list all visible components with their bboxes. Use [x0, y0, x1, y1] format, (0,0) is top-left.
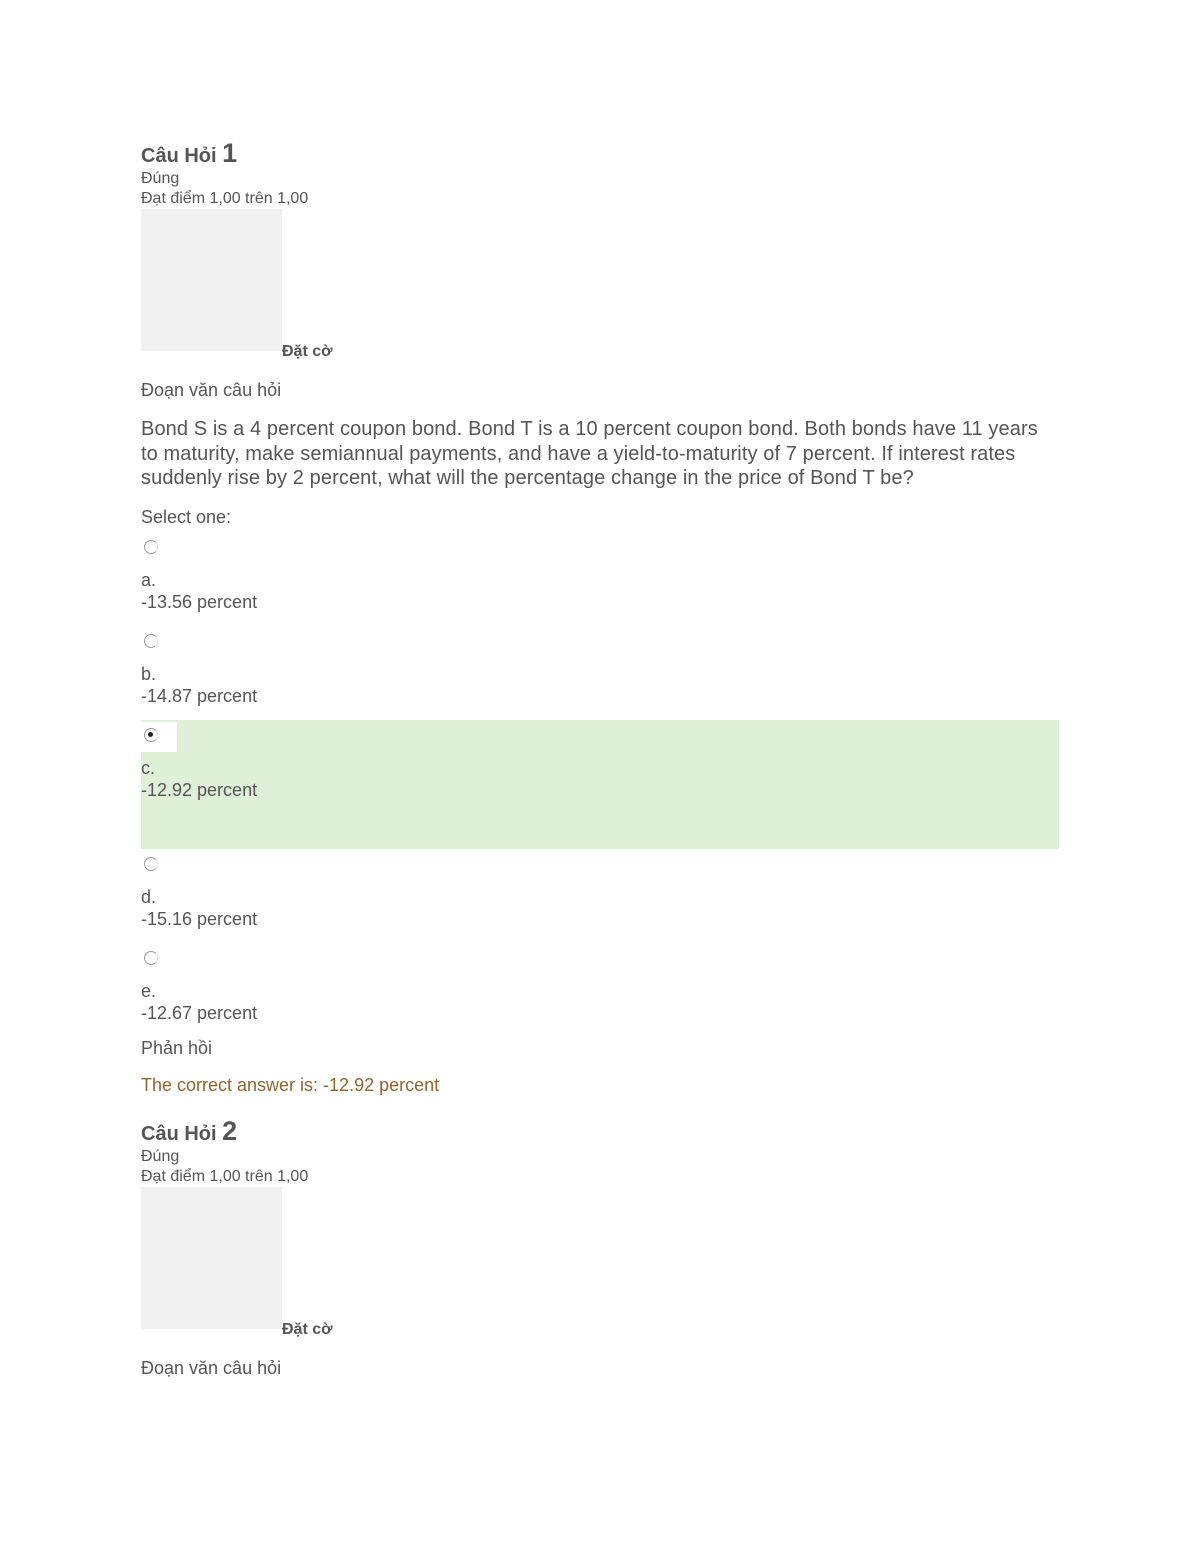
- question-text-label: Đoạn văn câu hỏi: [141, 1357, 282, 1378]
- radio-button-icon[interactable]: [144, 951, 158, 965]
- question-text-label: Đoạn văn câu hỏi: [141, 380, 282, 400]
- radio-button-icon[interactable]: [144, 857, 158, 871]
- flag-icon[interactable]: [141, 1187, 282, 1329]
- option-text: -14.87 percent: [141, 685, 258, 706]
- radio-wrapper[interactable]: [141, 851, 177, 881]
- flag-question-row[interactable]: [141, 209, 1059, 360]
- radio-wrapper[interactable]: [141, 722, 177, 752]
- option-text: -12.92 percent: [141, 779, 258, 800]
- question-1: [141, 140, 1059, 1096]
- radio-button-icon[interactable]: [144, 634, 158, 648]
- option-text: -15.16 percent: [141, 908, 258, 929]
- question-info: [141, 1115, 1059, 1338]
- radio-button-icon[interactable]: [144, 540, 158, 554]
- option-letter: c.: [141, 757, 156, 778]
- select-one-prompt: Select one:: [141, 506, 232, 527]
- radio-wrapper[interactable]: [141, 945, 177, 975]
- right-answer: The correct answer is: -12.92 percent: [141, 1074, 440, 1095]
- question-number: 1: [222, 138, 238, 168]
- question-info: [141, 138, 1059, 360]
- option-letter: a.: [141, 569, 157, 590]
- option-text: -13.56 percent: [141, 591, 258, 612]
- question-state: Đúng: [141, 170, 180, 187]
- question-title-prefix: Câu Hỏi: [141, 145, 217, 167]
- answer-option-b[interactable]: [141, 626, 1059, 720]
- flag-label[interactable]: Đặt cờ: [282, 1320, 333, 1338]
- option-letter: d.: [141, 886, 157, 907]
- quiz-review-page: [141, 140, 1059, 1379]
- question-state: Đúng: [141, 1147, 180, 1165]
- question-grade: Đạt điểm 1,00 trên 1,00: [141, 190, 309, 207]
- flag-label[interactable]: Đặt cờ: [282, 343, 333, 360]
- answer-option-a[interactable]: [141, 532, 1059, 626]
- radio-wrapper[interactable]: [141, 628, 177, 658]
- question-text: Bond S is a 4 percent coupon bond. Bond T is a 10 percent coupon bond. Both bonds have 11 years to maturity, make semiannual payments, and have a yield-to-maturity of 7 percent. If interest rates suddenly rise by 2 percent, what will the percentage change in the price of Bond T be?: [141, 418, 1038, 489]
- question-number: 2: [222, 1115, 238, 1146]
- question-title: [141, 1115, 1059, 1147]
- question-2: [141, 1115, 1059, 1379]
- answer-option-e[interactable]: [141, 943, 1059, 1037]
- question-grade: Đạt điểm 1,00 trên 1,00: [141, 1167, 309, 1185]
- feedback-label: Phản hồi: [141, 1037, 213, 1058]
- option-letter: e.: [141, 980, 157, 1001]
- answer-option-c[interactable]: [141, 720, 1059, 849]
- option-text: -12.67 percent: [141, 1002, 258, 1023]
- flag-question-row[interactable]: [141, 1187, 1059, 1338]
- question-title-prefix: Câu Hỏi: [141, 1122, 217, 1145]
- option-letter: b.: [141, 663, 157, 684]
- radio-wrapper[interactable]: [141, 534, 177, 564]
- answer-options: [141, 532, 1059, 1037]
- question-title: [141, 140, 1059, 169]
- radio-button-checked-icon[interactable]: [144, 728, 158, 742]
- flag-icon[interactable]: [141, 209, 282, 351]
- answer-option-d[interactable]: [141, 849, 1059, 943]
